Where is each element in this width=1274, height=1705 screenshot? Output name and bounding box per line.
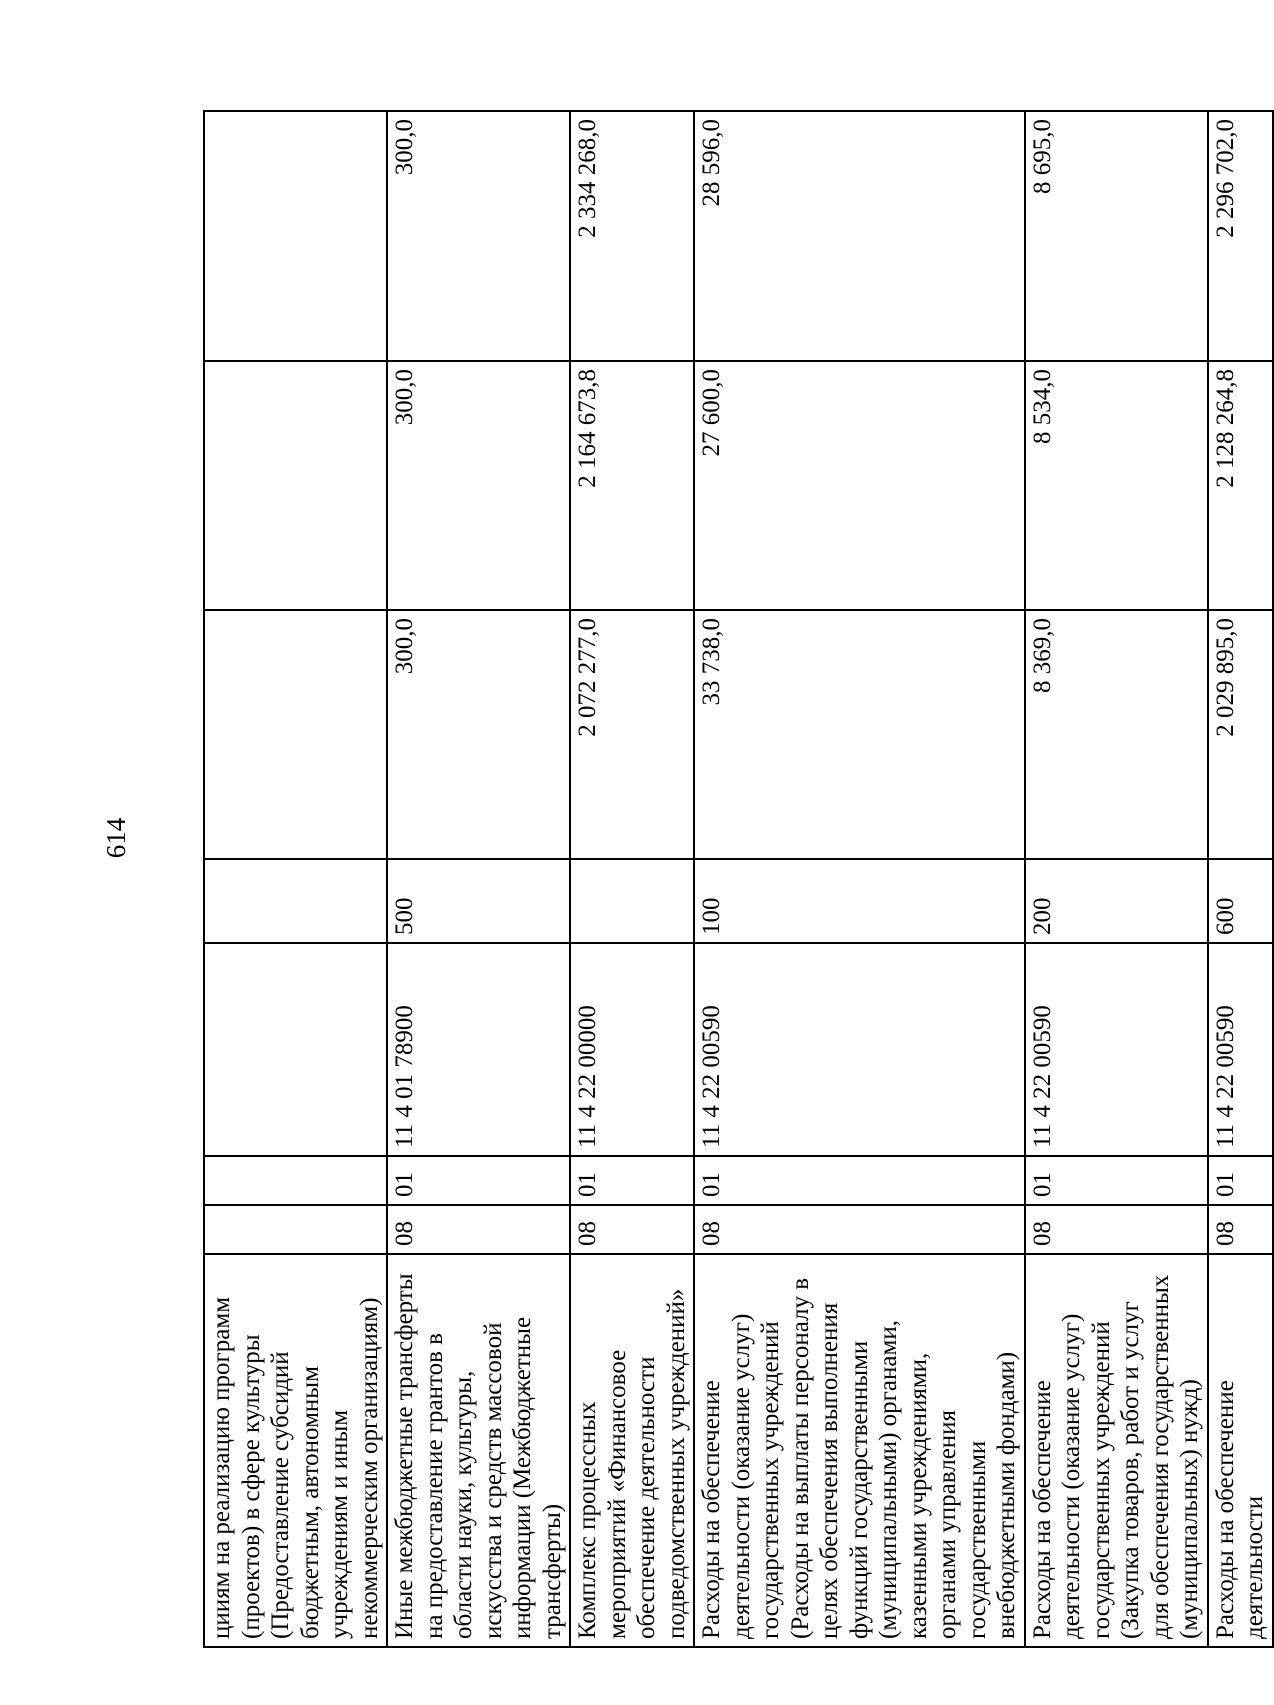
amount-year-3 <box>204 111 387 361</box>
table-row <box>1025 111 1208 1647</box>
table-row <box>204 111 387 1647</box>
amount-year-1 <box>204 610 387 859</box>
amount-year-3: 28 596,0 <box>694 111 1025 361</box>
target-article-code: 11 4 01 78900 <box>387 943 570 1156</box>
expense-type-code: 100 <box>694 859 1025 943</box>
target-article-code: 11 4 22 00000 <box>570 943 694 1156</box>
row-description: Комплекс процессных мероприятий «Финансовое обеспечение деятельности подведомственных учреждений» <box>570 1254 694 1647</box>
target-article-code: 11 4 22 00590 <box>1025 943 1208 1156</box>
rotated-table-wrapper <box>203 112 1268 1648</box>
row-description: цииям на реализацию программ (проектов) в сфере культуры (Предоставление субсидий бюджетным, автономным учреждениям и иным некоммерческим организациям) <box>204 1254 387 1647</box>
section-code: 08 <box>1208 1205 1273 1254</box>
subsection-code: 01 <box>387 1156 570 1205</box>
subsection-code: 01 <box>570 1156 694 1205</box>
amount-year-2 <box>204 361 387 610</box>
amount-year-3: 8 695,0 <box>1025 111 1208 361</box>
subsection-code: 01 <box>694 1156 1025 1205</box>
expense-type-code: 200 <box>1025 859 1208 943</box>
amount-year-1: 2 029 895,0 <box>1208 610 1273 859</box>
amount-year-2: 300,0 <box>387 361 570 610</box>
target-article-code: 11 4 22 00590 <box>694 943 1025 1156</box>
amount-year-1: 33 738,0 <box>694 610 1025 859</box>
row-description: Расходы на обеспечение деятельности (оказание услуг) государственных учреждений (Расходы на выплаты персоналу в целях обеспечения выполнения функций государственными (муниципальными) органами, казенными учреждениями, органами управления государственными внебюджетными фондами) <box>694 1254 1025 1647</box>
amount-year-2: 8 534,0 <box>1025 361 1208 610</box>
row-description: Иные межбюджетные трансферты на предоставление грантов в области науки, культуры, искусства и средств массовой информации (Межбюджетные трансферты) <box>387 1254 570 1647</box>
amount-year-1: 8 369,0 <box>1025 610 1208 859</box>
amount-year-2: 2 128 264,8 <box>1208 361 1273 610</box>
expense-type-code: 500 <box>387 859 570 943</box>
amount-year-1: 2 072 277,0 <box>570 610 694 859</box>
section-code: 08 <box>1025 1205 1208 1254</box>
expense-type-code <box>204 859 387 943</box>
row-description: Расходы на обеспечение деятельности <box>1208 1254 1273 1647</box>
table-row <box>694 111 1025 1647</box>
subsection-code: 01 <box>1208 1156 1273 1205</box>
amount-year-1: 300,0 <box>387 610 570 859</box>
expense-type-code: 600 <box>1208 859 1273 943</box>
section-code: 08 <box>387 1205 570 1254</box>
row-description: Расходы на обеспечение деятельности (оказание услуг) государственных учреждений (Закупка товаров, работ и услуг для обеспечения государственных (муниципальных) нужд) <box>1025 1254 1208 1647</box>
budget-table <box>203 110 1274 1648</box>
expense-type-code <box>570 859 694 943</box>
table-row <box>570 111 694 1647</box>
page-number: 614 <box>101 817 131 859</box>
amount-year-3: 2 296 702,0 <box>1208 111 1273 361</box>
subsection-code <box>204 1156 387 1205</box>
amount-year-2: 27 600,0 <box>694 361 1025 610</box>
table-row <box>387 111 570 1647</box>
target-article-code <box>204 943 387 1156</box>
target-article-code: 11 4 22 00590 <box>1208 943 1273 1156</box>
amount-year-2: 2 164 673,8 <box>570 361 694 610</box>
section-code <box>204 1205 387 1254</box>
table-row <box>1208 111 1273 1647</box>
amount-year-3: 2 334 268,0 <box>570 111 694 361</box>
amount-year-3: 300,0 <box>387 111 570 361</box>
section-code: 08 <box>694 1205 1025 1254</box>
subsection-code: 01 <box>1025 1156 1208 1205</box>
section-code: 08 <box>570 1205 694 1254</box>
